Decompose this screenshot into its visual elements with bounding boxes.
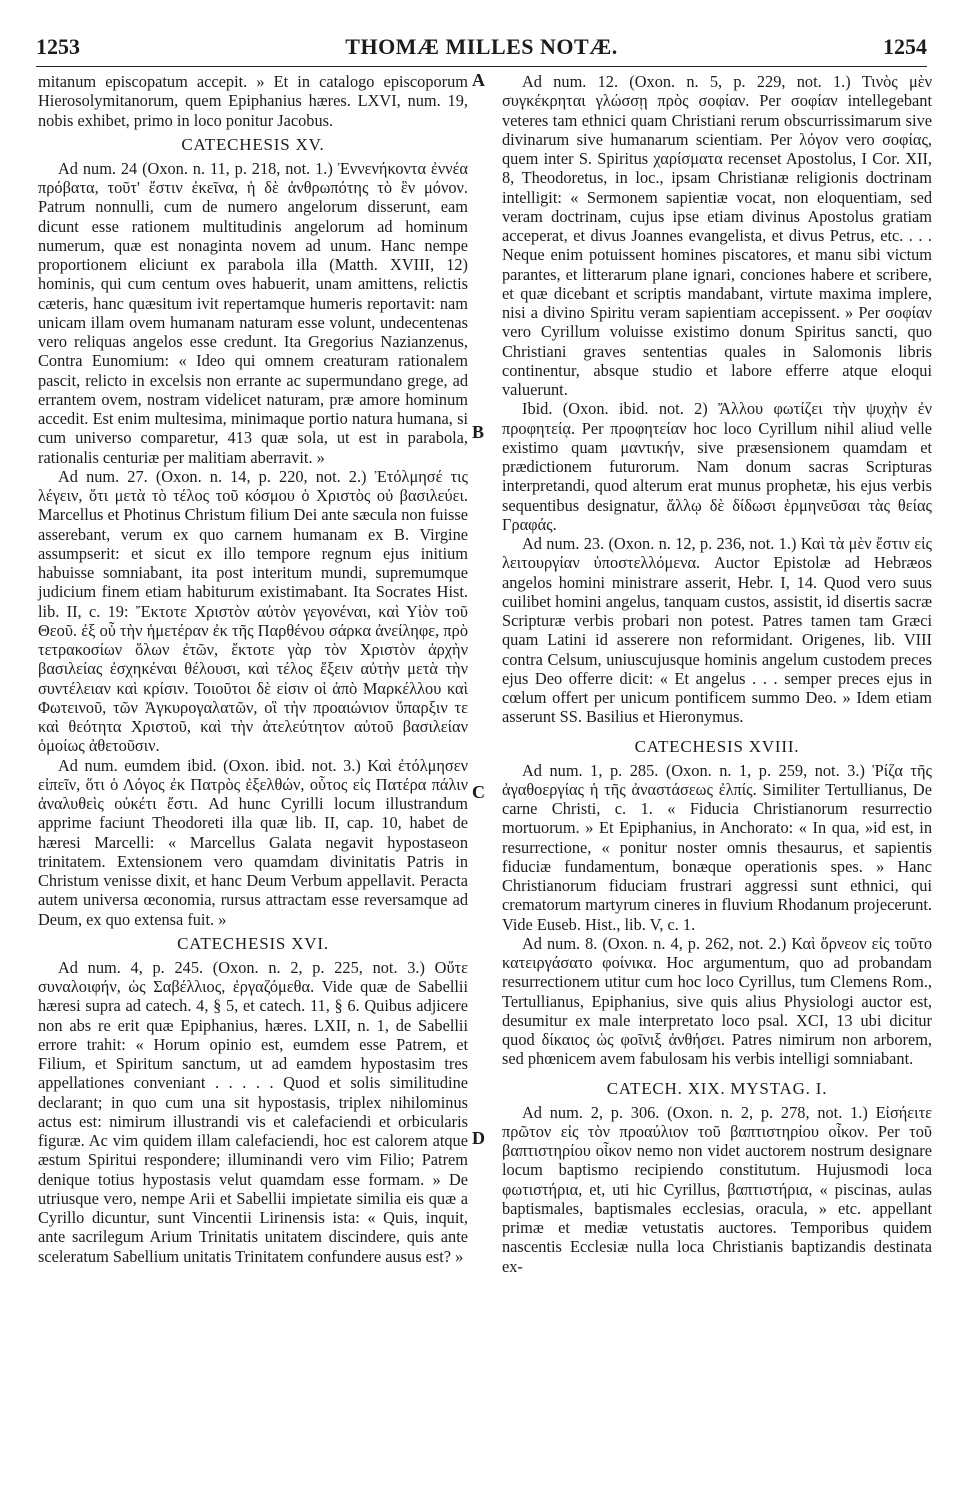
paragraph: Ad num. 8. (Oxon. n. 4, p. 262, not. 2.) Καὶ ὄρνεον εἰς τοῦτο κατειργάσατο φοίνικα. Hoc argumentum, quo ad probandam resurrectionem utitur cum hoc loco Cyrillus, tum Clemens Rom., Tertullianus, Epiphanius, sive quis alius Physiologi auctor est, desumitur ex male interpretato loco psal. XCI, 13 ubi dicitur quod δίκαιος ὡς φοῖνιξ ἀνθήσει. Patres nimirum non arborem, sed phœnicem avem fabulosam his verbis intelligi somniabant.: [502, 933, 932, 1069]
page-number-left: 1253: [36, 34, 80, 59]
running-title: THOMÆ MILLES NOTÆ.: [345, 34, 618, 59]
section-heading: CATECHESIS XVI.: [177, 933, 329, 953]
section-heading: CATECH. XIX. MYSTAG. I.: [606, 1078, 828, 1098]
page-number-right: 1254: [883, 34, 927, 59]
margin-marker-d: D: [472, 1128, 485, 1148]
margin-marker-a: A: [472, 70, 485, 90]
paragraph: mitanum episcopatum accepit. » Et in catalogo episcoporum Hierosolymitanorum, quem Epiphanius hæres. LXVI, num. 19, nobis exhibet, primo in loco ponitur Jacobus.: [38, 72, 468, 130]
left-column: [38, 72, 468, 1266]
paragraph: Ad num. 2, p. 306. (Oxon. n. 2, p. 278, not. 1.) Εἰσήειτε πρῶτον εἰς τὸν προαύλιον τοῦ βαπτιστηρίου οἶκον. Per τοῦ βαπτιστηρίου οἶκον nemo non videt auctorem nostrum designare locum baptismo recipiendo constitutum. Hujusmodi loca φωτιστήρια, et, uti hic Cyrillus, βαπτιστήρια, « piscinas, aulas baptismales, baptismales ecclesias, oracula, » etc. appellant primæ et mediæ vetustatis auctores. Temporibus quidem nascentis Ecclesiæ nulla loca Christianis baptizandis destinata ex-: [502, 1102, 932, 1276]
paragraph: Ad num. 12. (Oxon. n. 5, p. 229, not. 1.) Τινὸς μὲν συγκέκρηται γλώσσῃ πρὸς σοφίαν. Per σοφίαν intellegebant veteres tam ethnici quam Christiani rerum obscurrissimarum sive divinarum sive humanarum scientiam. Per λόγον vero σοφίας, quem inter S. Spiritus χαρίσματα recenset Apostolus, I Cor. XII, 8, Theodoretus, in loc., ipsam Christianæ religionis doctrinam intelligit: « Sermonem sapientiæ vocat, non eloquentiam, sed veram doctrinam, cujus ipse etiam divinus Apostolus gratiam acceperat, et divus Joannes evangelista, et divus Petrus, etc. . . . Neque enim potuissent homines piscatores, et manu sibi victum parantes, et litterarum plane ignari, conciones habere et scribere, et quæ dicebant et scriptis mandabant, virtute maxima implere, nisi a divino Spiritu veram sapientiam accepissent. » Per σοφίαν vero Cyrillum voluisse existimo donum Spiritus sancti, quo Christiani graves sententias quales in Salomonis libris continentur, absque studio et labore efferre atque eloqui valuerunt.: [502, 72, 932, 399]
margin-marker-b: B: [472, 422, 485, 442]
page-header: [36, 34, 927, 67]
margin-marker-c: C: [472, 782, 485, 802]
section-heading: CATECHESIS XV.: [181, 134, 325, 154]
paragraph: Ad num. 24 (Oxon. n. 11, p. 218, not. 1.) Ἐννενήκοντα ἐννέα πρόβατα, τοῦτ' ἔστιν ἐκεῖνα, ἡ δὲ ἀνθρωπότης τὸ ἓν μόνον. Patrum nonnulli, cum de numero angelorum disserunt, eam dicunt esse rationem multitudinis angelorum ad hominum numerum, quæ est nonaginta novem ad unum. Hanc nempe proportionem eliciunt ex parabola illa (Matth. XVIII, 12) hominis, qui cum centum oves habuerit, unam amittens, relictis cæteris, hanc quæsitum ivit repertamque humeris reportavit: nam unicam illam ovem humanam naturam esse volunt, undecentenas vero reliquas angelos esse credunt. Ita Gregorius Nazianzenus, Contra Eunomium: « Ideo qui omnem creaturam rationalem pascit, relicto in excelsis non errante ac supermundano grege, ad errantem ovem, nostram videlicet naturam, præ amore hominum accedit. Est enim multesima, minimaque portio natura humana, si cum universo comparetur, 413 quæ sola, ut est in parabola, rationalis centuriæ per malitiam aberravit. »: [38, 158, 468, 467]
paragraph: Ad num. 27. (Oxon. n. 14, p. 220, not. 2.) Ἐτόλμησέ τις λέγειν, ὅτι μετὰ τὸ τέλος τοῦ κόσμου ὁ Χριστὸς οὐ βασιλεύει. Marcellus et Photinus Christum filium Dei ante sæcula non fuisse asserebant, verum ex quo carnem humanam ex B. Virgine assumpserit: et sicut ex illo tempore regnum ejus initium habuisse somniabant, ita post interitum mundi, supremumque judicium finem etiam habiturum existimabant. Ita Socrates Hist. lib. II, c. 19: Ἔκτοτε Χριστὸν αὐτὸν γεγονέναι, καὶ Υἱὸν τοῦ Θεοῦ. ἐξ οὗ τὴν ἡμετέραν ἐκ τῆς Παρθένου σάρκα ἀνείληφε, πρὸ τετρακοσίων ὅλων ἐτῶν, ἔκτοτε γὰρ τὸν Χριστὸν ἀρχὴν βασιλείας ἐσχηκέναι θέλουσι, καὶ τέλος ἕξειν αὐτὴν μετὰ τὴν συντέλειαν καὶ κρίσιν. Τοιοῦτοι δὲ εἰσιν οἱ ἀπὸ Μαρκέλλου καὶ Φωτεινοῦ, τῶν Ἀγκυρογαλατῶν, οἳ τὴν προαιώνιον ὕπαρξιν τε καὶ θεότητα Χριστοῦ, καὶ τὴν ἀτελεύτητον αὐτοῦ βασιλείαν ὁμοίως ἀθετοῦσιν.: [38, 466, 468, 756]
paragraph: Ad num. 1, p. 285. (Oxon. n. 1, p. 259, not. 3.) Ῥίζα τῆς ἀγαθοεργίας ἡ τῆς ἀναστάσεως ἐλπίς. Similiter Tertullianus, De carne Christi, c. 1. « Fiducia Christianorum resurrectio mortuorum. » Et Epiphanius, in Anchorato: « In qua, »id est, in resurrectione, « ponitur noster omnis thesaurus, et sapientis fiduciæ fundamentum, bonæque operationis spes. » Hanc Christianorum fiduciam frustrari aggressi sunt ethnici, qui crematorum martyrum cineres in fluvium Rhodanum projecerunt. Vide Euseb. Hist., lib. V, c. 1.: [502, 760, 932, 934]
right-column: [502, 72, 932, 1276]
paragraph: Ad num. 23. (Oxon. n. 12, p. 236, not. 1.) Καὶ τὰ μὲν ἔστιν εἰς λειτουργίαν ὑποστελλόμενα. Auctor Epistolæ ad Hebræos angelos homini ministrare asserit, Hebr. I, 14. Quod vero suus cuilibet homini angelus, tanquam custos, assistit, id disertis sacræ Scripturæ verbis probari non potest. Patres tamen tam Græci quam Latini id asserere non reformidant. Origenes, lib. VIII contra Celsum, uniuscujusque hominis angelum custodem preces ejus Deo offerre dicit: « Et angelus . . . semper preces ejus in cœlum offert per unicum pontificem summo Deo. » Idem etiam asserunt SS. Basilius et Hieronymus.: [502, 534, 932, 727]
paragraph: Ibid. (Oxon. ibid. not. 2) Ἄλλου φωτίζει τὴν ψυχὴν ἐν προφητείᾳ. Per προφητείαν hoc loco Cyrillum nihil aliud velle existimo quam μαντικήν, sive præsensionem quamdam et prædictionem futurorum. Nam donum sacras Scripturas interpretandi, quod alterum erat munus prophetæ, his ejus verbis sequentibus designatur, ἄλλῳ δὲ δίδωσι ἑρμηνεῦσαι τὰς θείας Γραφάς.: [502, 399, 932, 534]
paragraph: Ad num. 4, p. 245. (Oxon. n. 2, p. 225, not. 3.) Οὔτε συναλοιφήν, ὡς Σαβέλλιος, ἐργαζόμεθα. Vide quæ de Sabellii hæresi supra ad catech. 4, § 5, et catech. 11, § 6. Quibus adjicere non abs re erit quæ Epiphanius, hæres. LXII, n. 1, de Sabellii errore trahit: « Horum opinio est, eumdem esse Patrem, et Filium, et Spiritum sanctum, ut ad eamdem hypostasim tres appellationes conveniant . . . . . Quod et solis similitudine declarant; in quo cum una sit hypostasis, triplex nihilominus actus est: nimirum illustrandi vis et calefaciendi et orbicularis figuræ. Ac vim quidem illam calefaciendi, hoc est calorem atque æstum Spiritui respondere; illuminandi vero vim Filio; Patrem denique totius hypostasis velut quamdam esse formam. » De utriusque vero, nempe Arii et Sabellii impietate similia eis quæ a Cyrillo dicuntur, sunt Vincentii Lirinensis ista: « Quis, inquit, ante sacrilegum Arium Trinitatis unitatem discindere, quis ante sceleratum Sabellium unitatis Trinitatem confundere ausus est? »: [38, 957, 468, 1266]
section-heading: CATECHESIS XVIII.: [634, 736, 800, 756]
paragraph: Ad num. eumdem ibid. (Oxon. ibid. not. 3.) Καὶ ἐτόλμησεν εἰπεῖν, ὅτι ὁ Λόγος ἐκ Πατρὸς ἐξελθών, οὗτος εἰς Πατέρα πάλιν ἀναλυθεὶς οὐκέτι ἔστι. Ad hunc Cyrilli locum illustrandum apprime faciunt Theodoreti illa quæ lib. II, cap. 10, habet de hæresi Marcelli: « Marcellus Galata negavit hypostaseon trinitatem. Extensionem vero quamdam divinitatis Patris in Christum venisse dixit, et hanc Deum Verbum appellavit. Peracta autem universa œconomia, rursus attractam esse reversamque ad Deum, ex quo extensa fuit. »: [38, 755, 468, 929]
